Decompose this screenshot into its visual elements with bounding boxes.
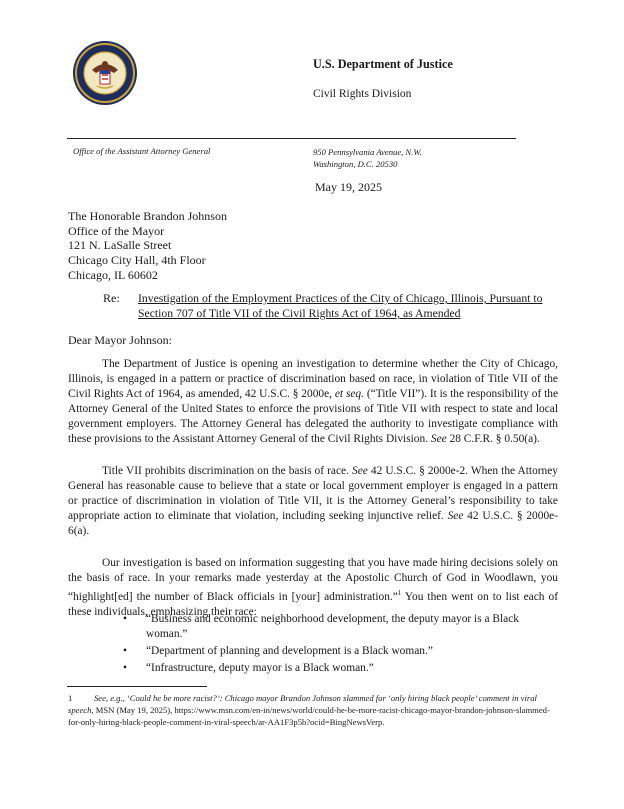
- letterhead-divider: [67, 138, 516, 139]
- address-line-2: Washington, D.C. 20530: [313, 159, 398, 169]
- list-item: • “Business and economic neighborhood development, the deputy mayor is a Black woman.”: [123, 612, 555, 642]
- p2-text-a: Title VII prohibits discrimination on the basis of race.: [102, 465, 352, 477]
- p1-text-b: (“Title VII”). It is the responsibility of the Attorney General of the United States to enforce the provisions of Title VII with respect to state and local government employers. The Attorney General has delegated the authority to investigate compliance with these provisions to the Assistant Attorney General of the Civil Rights Division.: [68, 388, 559, 445]
- p1-text-c: 28 C.F.R. § 0.50(a).: [446, 433, 540, 445]
- recipient-building: Chicago City Hall, 4th Floor: [68, 253, 206, 268]
- p1-see: See: [430, 433, 447, 445]
- p2-see-2: See: [447, 510, 464, 522]
- footnote-source: , MSN (May 19, 2025), https://www.msn.com/en-in/news/world/could-he-be-more-racist-chicago-mayor-brandon-johnson-slammed-for-only-hiring-black-people-comment-in-viral-speech/ar-AA1F3p5b?ocid=BingNewsVerp.: [68, 705, 550, 727]
- recipient-block: [68, 209, 227, 283]
- re-label: Re:: [103, 291, 120, 305]
- quote-list: [123, 612, 555, 678]
- p3-text-b: You then went on to list each of these individuals, emphasizing their race:: [68, 590, 558, 618]
- p2-see-1: See: [352, 465, 368, 477]
- office-name: Office of the Assistant Attorney General: [73, 146, 211, 156]
- recipient-office: Office of the Mayor: [68, 223, 165, 238]
- salutation: Dear Mayor Johnson:: [68, 333, 172, 347]
- paragraph-1: [68, 357, 558, 447]
- recipient-name: The Honorable Brandon Johnson: [68, 209, 227, 223]
- paragraph-3: [68, 556, 558, 620]
- division-name: Civil Rights Division: [313, 88, 412, 100]
- footnote-reference: 1: [397, 589, 402, 597]
- list-item: • “Infrastructure, deputy mayor is a Black woman.”: [123, 661, 555, 676]
- list-item: • “Department of planning and development is a Black woman.”: [123, 644, 555, 659]
- footnote: [68, 692, 560, 728]
- footnote-divider: [67, 686, 207, 687]
- p1-text-a: The Department of Justice is opening an investigation to determine whether the City of Chicago, Illinois, is engaged in a pattern or practice of discrimination based on race, in violation of Title VII of the Civil Rights Act of 1964, as amended, 42 U.S.C. § 2000e,: [68, 358, 558, 400]
- footnote-mark: 1: [68, 693, 73, 703]
- office-address: [313, 146, 422, 170]
- doj-seal-logo: [72, 40, 138, 106]
- letter-date: May 19, 2025: [315, 180, 382, 194]
- footnote-citation: See, e.g., ‘Could he be more racist?’: Chicago mayor Brandon Johnson slammed for ‘only hiring black people’ comment in viral speech: [68, 693, 537, 715]
- paragraph-2: [68, 464, 558, 539]
- p1-et-seq: et seq.: [334, 388, 364, 400]
- address-line-1: 950 Pennsylvania Avenue, N.W.: [313, 147, 422, 157]
- p2-text-b: 42 U.S.C. § 2000e-2. When the Attorney General has reasonable cause to believe that a state or local government employer is engaged in a pattern or practice of discrimination in violation of Title VII, it is the Attorney General’s responsibility to take appropriate action to eliminate that violation, including seeking injunctive relief.: [68, 465, 558, 522]
- p3-text-a: Our investigation is based on information suggesting that you have made hiring decisions solely on the basis of race. In your remarks made yesterday at the Apostolic Church of God in Woodlawn, you “highlight[ed] the number of Black officials in [your] administration.”: [68, 557, 558, 603]
- re-subject: Investigation of the Employment Practices of the City of Chicago, Illinois, Pursuant to Section 707 of Title VII of the Civil Rights Act of 1964, as Amended: [138, 292, 543, 320]
- agency-name: U.S. Department of Justice: [313, 57, 453, 71]
- recipient-street: 121 N. LaSalle Street: [68, 238, 172, 253]
- p2-text-c: 42 U.S.C. § 2000e-6(a).: [68, 510, 558, 537]
- recipient-city: Chicago, IL 60602: [68, 267, 158, 282]
